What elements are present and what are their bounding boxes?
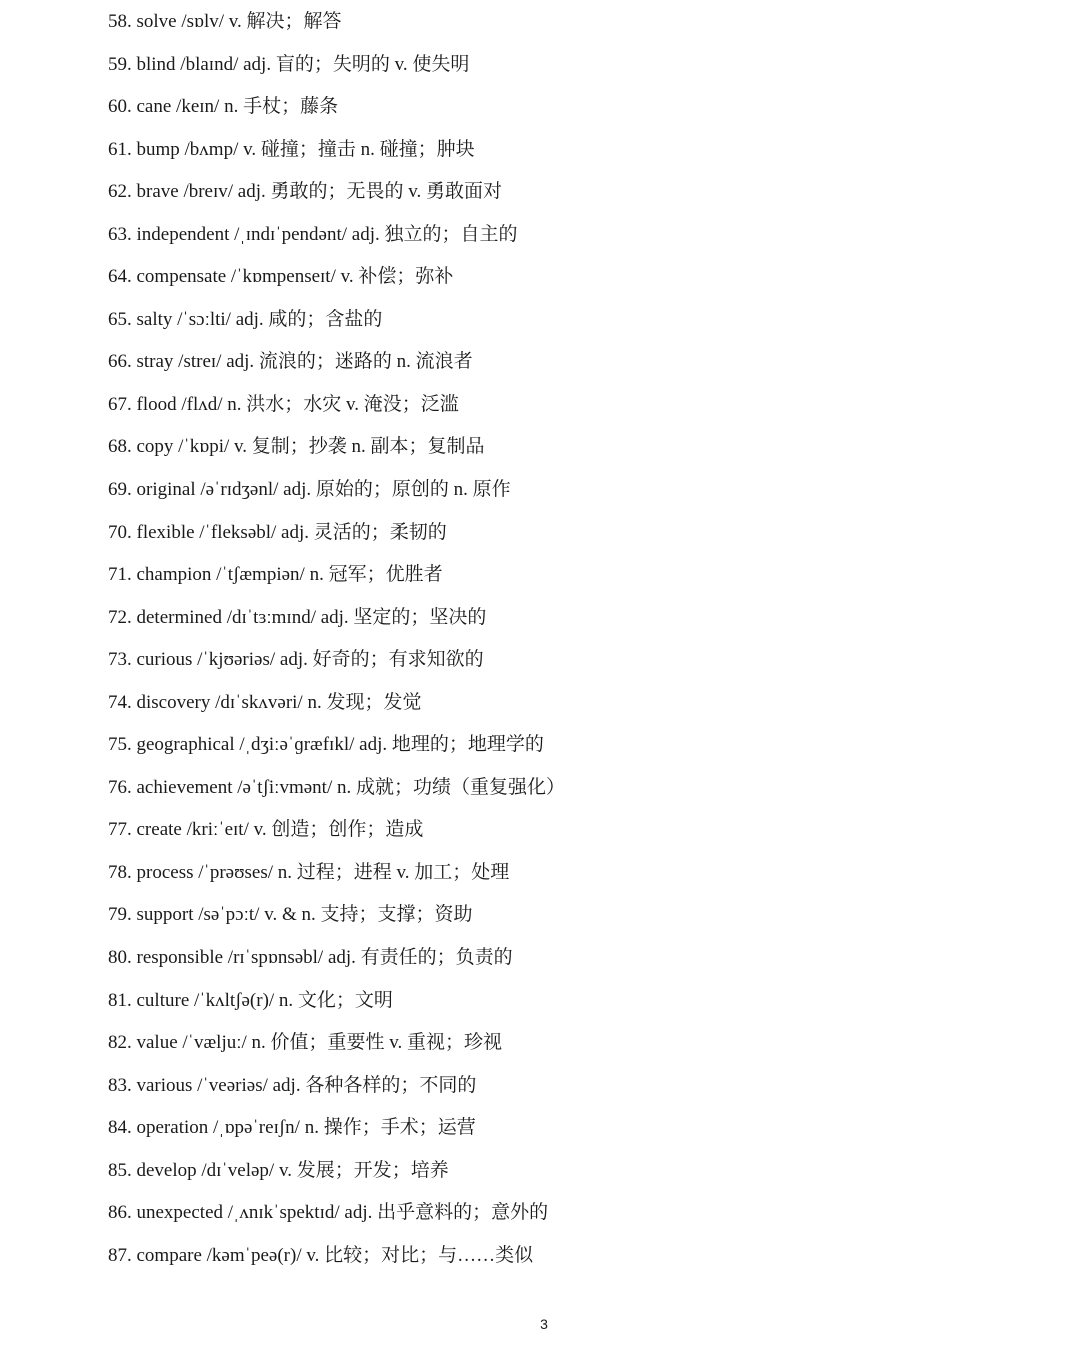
- vocab-entry: 63. independent /ˌɪndɪˈpendənt/ adj. 独立的；自主的: [108, 223, 518, 245]
- vocab-entry: 73. curious /ˈkjʊəriəs/ adj. 好奇的；有求知欲的: [108, 649, 484, 671]
- vocab-entry: 69. original /əˈrɪdʒənl/ adj. 原始的；原创的 n. 原作: [108, 479, 511, 501]
- vocab-entry: 61. bump /bʌmp/ v. 碰撞；撞击 n. 碰撞；肿块: [108, 138, 475, 160]
- vocab-entry: 84. operation /ˌɒpəˈreɪʃn/ n. 操作；手术；运营: [108, 1117, 476, 1139]
- vocab-entry: 85. develop /dɪˈveləp/ v. 发展；开发；培养: [108, 1159, 449, 1181]
- vocab-entry: 71. champion /ˈtʃæmpiən/ n. 冠军；优胜者: [108, 564, 443, 586]
- vocab-entry: 78. process /ˈprəʊses/ n. 过程；进程 v. 加工；处理: [108, 861, 510, 883]
- vocab-entry: 67. flood /flʌd/ n. 洪水；水灾 v. 淹没；泛滥: [108, 393, 459, 415]
- vocab-entry: 77. create /kriːˈeɪt/ v. 创造；创作；造成: [108, 819, 424, 841]
- vocab-entry: 79. support /səˈpɔːt/ v. & n. 支持；支撑；资助: [108, 904, 473, 926]
- page-number: 3: [540, 1316, 548, 1332]
- vocab-entry: 58. solve /sɒlv/ v. 解决；解答: [108, 11, 342, 32]
- vocab-entry: 80. responsible /rɪˈspɒnsəbl/ adj. 有责任的；负责的: [108, 947, 513, 969]
- vocab-entry: 72. determined /dɪˈtɜːmɪnd/ adj. 坚定的；坚决的: [108, 606, 487, 628]
- vocab-entry: 68. copy /ˈkɒpi/ v. 复制；抄袭 n. 副本；复制品: [108, 436, 485, 458]
- vocab-entry: 59. blind /blaɪnd/ adj. 盲的；失明的 v. 使失明: [108, 53, 470, 75]
- vocab-entry: 66. stray /streɪ/ adj. 流浪的；迷路的 n. 流浪者: [108, 351, 473, 373]
- vocab-entry: 81. culture /ˈkʌltʃə(r)/ n. 文化；文明: [108, 989, 393, 1011]
- vocab-entry: 83. various /ˈveəriəs/ adj. 各种各样的；不同的: [108, 1074, 477, 1096]
- vocab-entry: 87. compare /kəmˈpeə(r)/ v. 比较；对比；与……类似: [108, 1244, 534, 1266]
- vocab-entry: 74. discovery /dɪˈskʌvəri/ n. 发现；发觉: [108, 691, 422, 713]
- vocab-entry: 86. unexpected /ˌʌnɪkˈspektɪd/ adj. 出乎意料的；意外的: [108, 1202, 549, 1224]
- vocab-entry: 65. salty /ˈsɔːlti/ adj. 咸的；含盐的: [108, 308, 383, 330]
- vocabulary-list: [108, 8, 1048, 1284]
- vocab-entry: 75. geographical /ˌdʒiːəˈɡræfɪkl/ adj. 地理的；地理学的: [108, 734, 544, 756]
- vocab-entry: 70. flexible /ˈfleksəbl/ adj. 灵活的；柔韧的: [108, 521, 447, 543]
- vocab-entry: 62. brave /breɪv/ adj. 勇敢的；无畏的 v. 勇敢面对: [108, 181, 503, 203]
- vocab-entry: 64. compensate /ˈkɒmpenseɪt/ v. 补偿；弥补: [108, 266, 454, 288]
- vocab-entry: 82. value /ˈvæljuː/ n. 价值；重要性 v. 重视；珍视: [108, 1032, 503, 1054]
- vocab-entry: 76. achievement /əˈtʃiːvmənt/ n. 成就；功绩（重复强化）: [108, 776, 565, 798]
- vocab-entry: 60. cane /keɪn/ n. 手杖；藤条: [108, 96, 339, 118]
